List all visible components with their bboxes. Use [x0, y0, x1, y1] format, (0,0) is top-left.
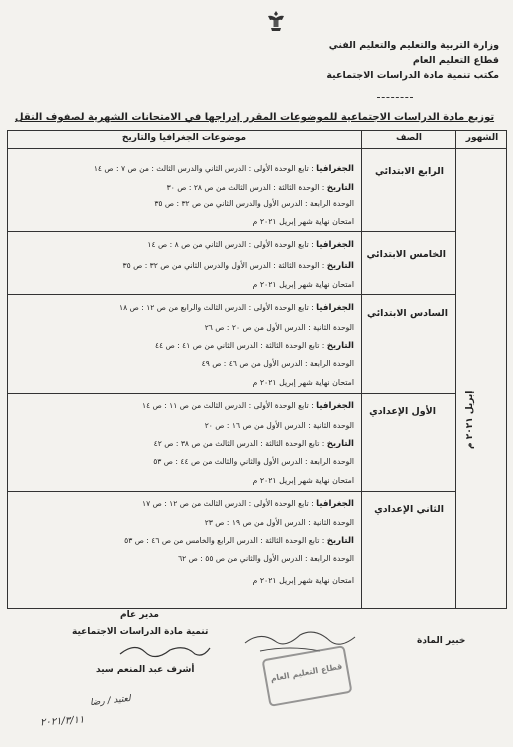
topic-line: التاريخ : الوحدة الثالثة : الدرس الأول والدرس الثاني من ص ٣٢ : ص ٣٥: [122, 261, 354, 271]
ministry-name: وزارة التربية والتعليم والتعليم الفني: [328, 40, 499, 51]
subject-expert-label: خبير المادة: [417, 636, 466, 646]
topic-line: الوحدة الثانية : الدرس الأول من ص ١٦ : ص ٢٠: [204, 421, 354, 430]
column-divider: [455, 131, 456, 608]
exam-note: امتحان نهاية شهر إبريل ٢٠٢١ م: [252, 217, 354, 226]
header-row-divider: [8, 148, 506, 149]
exam-note: امتحان نهاية شهر إبريل ٢٠٢١ م: [252, 576, 354, 585]
row-divider: [8, 231, 455, 232]
subject-label: التاريخ: [326, 261, 354, 271]
subject-label: التاريخ: [326, 439, 354, 449]
exam-note: امتحان نهاية شهر إبريل ٢٠٢١ م: [252, 378, 354, 387]
director-name: أشرف عبد المنعم سيد: [96, 665, 195, 675]
topic-line: الجغرافيا : تابع الوحدة الأولى : الدرس الثاني من ص ٨ : ص ١٤: [147, 240, 354, 250]
subject-label: الجغرافيا: [316, 499, 354, 509]
row-divider: [8, 491, 455, 492]
header-grade: الصف: [395, 133, 423, 143]
grade-cell: الثاني الإعدادي: [374, 504, 444, 515]
grade-cell: الأول الإعدادي: [369, 406, 436, 417]
topic-line: الوحدة الثانية : الدرس الأول من ص ٢٠ : ص ٢٦: [204, 323, 354, 332]
subject-label: التاريخ: [326, 183, 354, 193]
column-divider: [361, 131, 362, 608]
director-title: مدير عام: [120, 610, 160, 620]
grade-cell: الرابع الابتدائي: [374, 166, 444, 177]
topic-line: الوحدة الرابعة : الدرس الأول والدرس الثاني من ص ٣٢ : ص ٣٥: [154, 199, 354, 208]
topic-line: التاريخ : تابع الوحدة الثالثة : الدرس الرابع والخامس من ص ٤٦ : ص ٥٣: [124, 536, 354, 546]
topic-line: التاريخ : تابع الوحدة الثالثة : الدرس الثالث من ص ٣٨ : ص ٤٢: [153, 439, 354, 449]
row-divider: [8, 393, 455, 394]
exam-note: امتحان نهاية شهر إبريل ٢٠٢١ م: [252, 476, 354, 485]
exam-note: امتحان نهاية شهر إبريل ٢٠٢١ م: [252, 280, 354, 289]
subject-label: الجغرافيا: [316, 240, 354, 250]
director-office: تنمية مادة الدراسات الاجتماعية: [72, 627, 209, 637]
topic-line: الجغرافيا : تابع الوحدة الأولى : الدرس الثالث من ص ١١ : ص ١٤: [142, 401, 354, 411]
topic-line: الوحدة الثانية : الدرس الأول من ص ١٩ : ص ٢٣: [204, 518, 354, 527]
sector-name: قطاع التعليم العام: [412, 55, 499, 66]
stamp-text: قطاع التعليم العام: [269, 661, 343, 684]
distribution-table: [7, 130, 507, 609]
header-month: الشهور: [465, 133, 499, 143]
office-name: مكتب تنمية مادة الدراسات الاجتماعية: [326, 70, 499, 81]
topic-line: الوحدة الرابعة : الدرس الأول والثاني من ص ٥٥ : ص ٦٢: [178, 554, 354, 563]
subject-label: التاريخ: [326, 536, 354, 546]
grade-cell: الخامس الابتدائي: [366, 249, 446, 260]
header-divider: [377, 97, 413, 98]
topic-line: الوحدة الرابعة : الدرس الأول والثاني والثالث من ص ٤٤ : ص ٥٣: [153, 457, 354, 466]
row-divider: [8, 294, 455, 295]
eagle-emblem-icon: [266, 10, 286, 32]
topic-line: الجغرافيا : تابع الوحدة الأولى : الدرس الثالث من ص ١٢ : ص ١٧: [142, 499, 354, 509]
topic-line: الوحدة الرابعة : الدرس الأول من ص ٤٦ : ص ٤٩: [201, 359, 354, 368]
topic-line: التاريخ : تابع الوحدة الثالثة : الدرس الثاني من ص ٤١ : ص ٤٤: [154, 341, 354, 351]
director-signature-icon: [115, 640, 215, 662]
topic-line: الجغرافيا : تابع الوحدة الأولى : الدرس الثاني والدرس الثالث : من ص ٧ : ص ١٤: [93, 164, 354, 174]
month-label: إبريل ٢٠٢١ م: [465, 390, 475, 450]
header-topics: موضوعات الجغرافيا والتاريخ: [121, 133, 247, 143]
topic-line: الجغرافيا : تابع الوحدة الأولى : الدرس الثالث والرابع من ص ١٢ : ص ١٨: [119, 303, 354, 313]
subject-label: التاريخ: [326, 341, 354, 351]
ministry-header: [299, 38, 499, 83]
subject-label: الجغرافيا: [316, 164, 354, 174]
handwritten-note: لعتيد / رضا: [89, 693, 132, 709]
page-title: توزيع مادة الدراسات الاجتماعية للموضوعات المقرر إدراجها في الامتحانات الشهرية لصفوف النقل: [14, 112, 495, 123]
grade-cell: السادس الابتدائي: [366, 308, 448, 319]
handwritten-date: ٢٠٢١/٣/١١: [39, 714, 85, 729]
subject-label: الجغرافيا: [316, 401, 354, 411]
subject-label: الجغرافيا: [316, 303, 354, 313]
topic-line: التاريخ : الوحدة الثالثة : الدرس الثالث من ص ٢٨ : ص ٣٠: [166, 183, 354, 193]
